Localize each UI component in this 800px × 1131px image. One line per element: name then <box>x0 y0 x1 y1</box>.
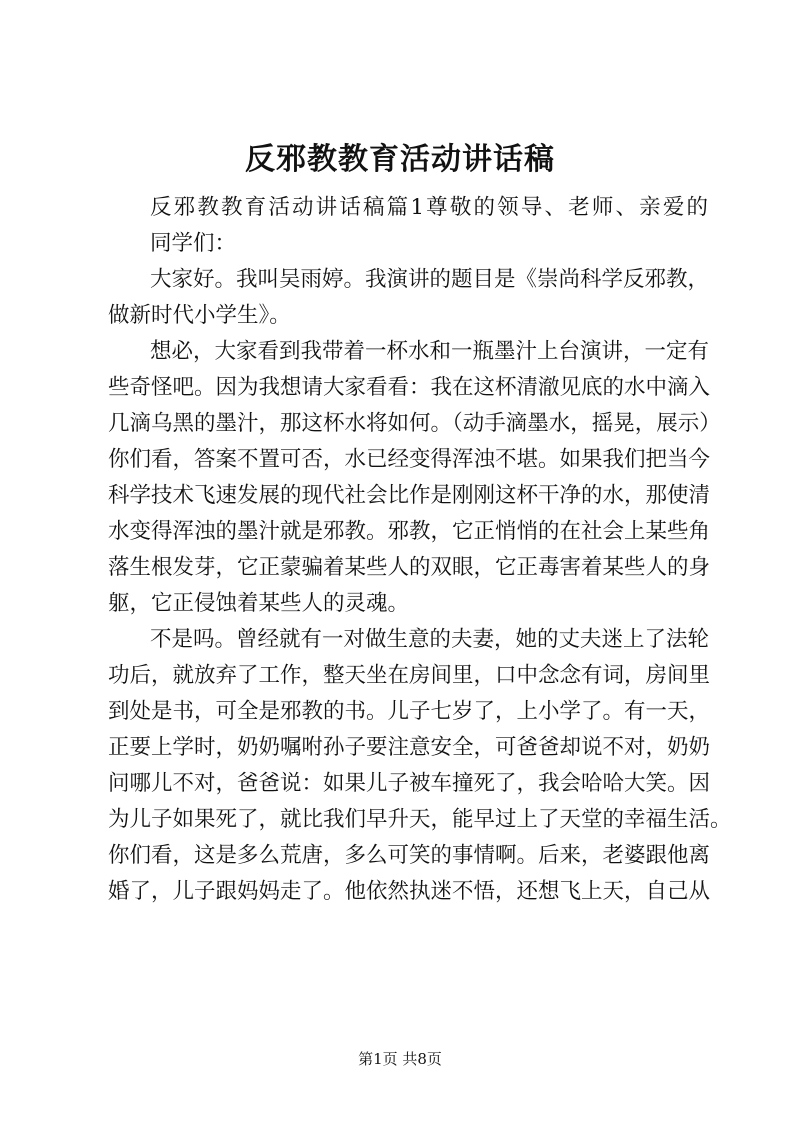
body-line: 功后，就放弃了工作，整天坐在房间里，口中念念有词，房间里 <box>108 663 711 688</box>
body-line: 些奇怪吧。因为我想请大家看看：我在这杯清澈见底的水中滴入 <box>108 375 711 400</box>
page-number: 第1页 共8页 <box>358 1050 442 1068</box>
body-line: 为儿子如果死了，就比我们早升天，能早过上了天堂的幸福生活。 <box>108 807 732 832</box>
body-line: 正要上学时，奶奶嘱咐孙子要注意安全，可爸爸却说不对，奶奶 <box>108 735 711 760</box>
body-line: 到处是书，可全是邪教的书。儿子七岁了，上小学了。有一天， <box>108 699 711 724</box>
body-line: 大家好。我叫吴雨婷。我演讲的题目是《崇尚科学反邪教， <box>150 267 710 292</box>
document-body <box>108 190 732 910</box>
body-line: 水变得浑浊的墨汁就是邪教。邪教，它正悄悄的在社会上某些角 <box>108 519 711 544</box>
body-line: 你们看，这是多么荒唐，多么可笑的事情啊。后来，老婆跟他离 <box>108 843 711 868</box>
body-line: 同学们： <box>150 231 237 256</box>
body-line: 做新时代小学生》。 <box>108 303 291 328</box>
body-line: 几滴乌黑的墨汁，那这杯水将如何。（动手滴墨水，摇晃，展示） <box>108 411 721 436</box>
body-line: 落生根发芽，它正蒙骗着某些人的双眼，它正毒害着某些人的身 <box>108 555 711 580</box>
body-line: 科学技术飞速发展的现代社会比作是刚刚这杯干净的水，那使清 <box>108 483 711 508</box>
body-line: 躯，它正侵蚀着某些人的灵魂。 <box>108 591 410 616</box>
body-line: 婚了，儿子跟妈妈走了。他依然执迷不悟，还想飞上天，自己从 <box>108 879 711 904</box>
body-line: 问哪儿不对，爸爸说：如果儿子被车撞死了，我会哈哈大笑。因 <box>108 771 711 796</box>
body-line: 想必，大家看到我带着一杯水和一瓶墨汁上台演讲，一定有 <box>150 339 710 364</box>
body-line: 反邪教教育活动讲话稿篇1尊敬的领导、老师、亲爱的 <box>150 195 708 220</box>
body-line: 你们看，答案不置可否，水已经变得浑浊不堪。如果我们把当今 <box>108 447 711 472</box>
document-title: 反邪教教育活动讲话稿 <box>245 142 555 177</box>
body-line: 不是吗。曾经就有一对做生意的夫妻，她的丈夫迷上了法轮 <box>150 627 710 652</box>
